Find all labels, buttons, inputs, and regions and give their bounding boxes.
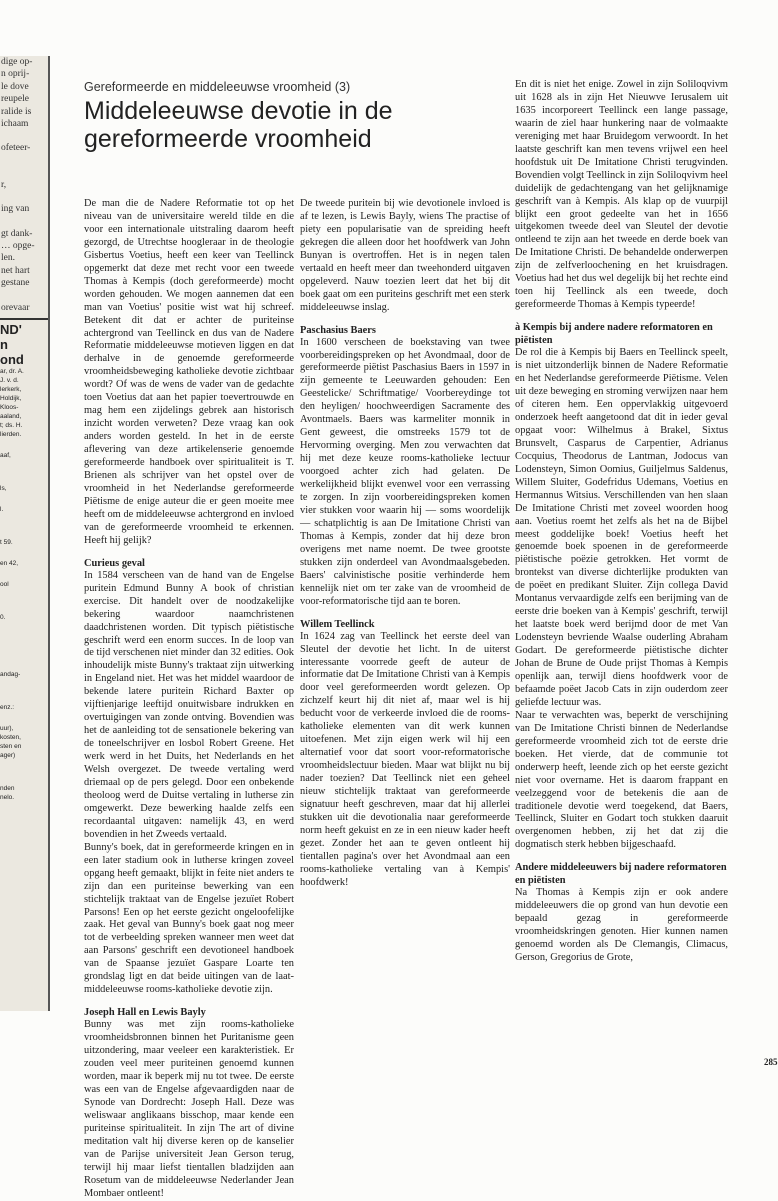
text-line <box>0 167 48 179</box>
previous-page-box <box>0 318 48 802</box>
text-line: andag- <box>0 671 21 679</box>
text-line: uur), <box>0 725 14 733</box>
text-line: ager) <box>0 752 16 760</box>
text-line <box>0 493 48 505</box>
paragraph: En dit is niet het enige. Zowel in zijn Soliloqvivm uit 1628 als in zijn Het Nieuwve Ierusalem uit 1635 incorporeert Teellinck een lange passage, waarin de ziel haar hunkering naar de volmaakte vereniging met haar Bruidegom verwoordt. In het laatste geschrift kan men tevens vrijwel een heel hoofdstuk uit De Imitatione Christi terugvinden. Bovendien volgt Teellinck in zijn Soliloqvivm heel duidelijk de gedachtengang van het gelijknamige geschrift van à Kempis. Als klap op de vuurpijl blijkt een groot gedeelte van het in 1656 uitgekomen tweede deel van Sleutel der devotie ontleend te zijn aan het tweede en derde boek van De Imitatione Christi. De behandelde onderwerpen zijn de zelfverloochening en het kruisdragen. Voetius had het dus wel degelijk bij het rechte eind toen hij Teellinck als een tweede, doch gereformeerde Thomas à Kempis typeerde! <box>515 79 728 311</box>
text-line: len. <box>1 253 15 264</box>
text-line: Holdijk, <box>0 395 22 403</box>
text-line: net hart <box>1 265 30 276</box>
paragraph: Bunny was met zijn rooms-katholieke vroomheidsbronnen binnen het Puritanisme geen uitzondering, maar veeleer een karakteristiek. Er zouden veel meer puriteinen genoemd kunnen worden, maar ik beperk mij nu tot twee. De eerste was een van de Engelse afgevaardigden naar de Synode van Dordrecht: Joseph Hall. Deze was weliswaar anglikaans bisschop, maar kende een puriteinse spiritualiteit. In zijn The art of divine meditation valt hij diverse keren op de kanselier van de Parijse universiteit Jean Gerson terug, terwijl hij maar liefst tientallen bladzijden aan Rosetum van de middeleeuwse Nederlander Jean Mombaer ontleent! <box>84 1019 294 1199</box>
article-page <box>64 48 778 1199</box>
text-line: kosten, <box>0 734 21 742</box>
text-line <box>0 216 48 228</box>
text-line <box>0 589 48 601</box>
text-line: l. <box>0 506 4 514</box>
text-line: ralide is <box>1 106 32 117</box>
section-heading-hall: Joseph Hall en Lewis Bayly <box>84 1007 206 1019</box>
text-line: ing van <box>1 204 30 215</box>
text-line: en 42, <box>0 560 19 568</box>
text-line: enz.: <box>0 704 15 712</box>
text-line: nden <box>0 785 15 793</box>
text-line: aaf, <box>0 452 11 460</box>
text-line: le dove <box>1 81 29 92</box>
text-line: ls, <box>0 485 7 493</box>
section-heading-curieus: Curieus geval <box>84 557 145 569</box>
section-heading-baers: Paschasius Baers <box>300 324 376 336</box>
paragraph: In 1584 verscheen van de hand van de Engelse puritein Edmund Bunny A book of christian exercise. Dit handelt over de noodzakelijke bekering waardoor naamchristenen daadchristenen worden. Dit typisch piëtistische geschrift werd een enorm succes. In de loop van de tijd verschenen niet minder dan 32 edities. Ook inhoudelijk miste Bunny's traktaat zijn uitwerking in Engeland niet. Het was het middel waardoor de bekende latere puritein Richard Baxter op vijftienjarige leeftijd onuitwisbare indrukken en overtuigingen van zonde ontving. Bovendien was het de aanleiding tot de sensationele bekering van de toneelschrijver en losbol Robert Greene. Het werk werd in het Duits, het Nederlands en het Welsh overgezet. De tweede vertaling werd driemaal op de pers gelegd. Door een onbekende theoloog werd de Duitse vertaling in lutherse zin omgewerkt. Deze bewerking haalde zelfs een recordaantal uitgaven: namelijk 43, en werd bovendien in het Zweeds vertaald. <box>84 569 294 840</box>
text-line <box>0 460 48 472</box>
section-heading-kempis: à Kempis bij andere nadere reformatoren en piëtisten <box>515 322 713 347</box>
text-line: ND' <box>0 322 22 338</box>
text-line <box>0 568 48 580</box>
text-line: ofeteer- <box>1 143 31 154</box>
previous-page-box-text <box>0 367 48 802</box>
text-line: r, <box>1 179 7 190</box>
section-heading-teellinck: Willem Teellinck <box>300 618 375 630</box>
text-line <box>0 679 48 691</box>
text-line <box>0 601 48 613</box>
text-line: n oprij- <box>1 69 30 80</box>
paragraph: Bunny's boek, dat in gereformeerde kringen en in een later stadium ook in lutherse kringen zoveel opgang heeft gemaakt, blijkt in feite niet anders te zijn dan een puriteinse bewerking van een stichtelijk traktaat van de Engelse jezuïet Robert Parsons! Een op het eerste gezicht ongeloofelijke zaak. Het geval van Bunny's boek gaat nog meer tot de verbeelding spreken wanneer men weet dat aan Parsons' geschrift een devotioneel handboek van de Spaanse jezuïet Gaspare Loarte ten grondslag ligt en dat beide uitingen van de laat-middeleeuwse rooms-katholieke devotie zijn. <box>84 841 294 996</box>
text-line: sten en <box>0 743 22 751</box>
text-line: … opge- <box>1 241 35 252</box>
paragraph: Naar te verwachten was, beperkt de verschijning van De Imitatione Christi binnen de Nederlandse gereformeerde vroomheid zich tot de eerste drie boeken. Het vierde, dat de communie tot onderwerp heeft, leende zich op het eerste gezicht niet voor overname. Het is daarom frappant en veelzeggend voor de betekenis die aan de traditionele devotie werd toegekend, dat Baers, Teellinck, Sluiter en Godart toch stukken daaruit overgenomen hebben, zij het dat zij die dogmatisch sterk hebben bijgeschaafd. <box>515 709 728 851</box>
column-3 <box>515 79 728 965</box>
intro-paragraph: De man die de Nadere Reformatie tot op het niveau van de universitaire wereld tilde en die voor een internationale uitstraling daarom heeft gezorgd, de Utrechtse hoogleraar in de theologie Gisbertus Voetius, heeft een keer van Teellinck opgemerkt dat deze met recht voor een tweede Thomas à Kempis (doch gereformeerde) mocht worden gehouden. We mogen aannemen dat een man van Voetius' positie wist wat hij schreef. Betekent dit dat er achter de puriteinse achtergrond van Teellinck en dus van de Nadere Reformatie middeleeuwse motieven liggen en dat derhalve in de genoemde gereformeerde vroomheidsbeweging katholieke devotie zichtbaar wordt? Of was de wens de vader van de gedachte toen Voetius dat aan het papier toevertrouwde en mag hem een zijdelings gebrek aan historisch inzicht worden verweten? Deze vraag kan ook anders worden gesteld. In het in de eerste aflevering van deze artikelenserie genoemde gereformeerde handboek over spiritualiteit is T. Brienen als schrijver van het opstel over de vroomheid in het Nederlandse gereformeerde Piëtisme de enige auteur die er geen moeite mee heeft om de middeleeuwse achtergrond en invloed van de gereformeerde vroomheid te erkennen. Heeft hij gelijk? <box>84 198 294 546</box>
text-line: ool <box>0 581 9 589</box>
text-line: gestane <box>1 278 30 289</box>
previous-page-edge <box>0 56 50 1011</box>
text-line <box>0 622 48 634</box>
text-line: aaland, <box>0 413 22 421</box>
text-line <box>0 691 48 703</box>
text-line: lerkerk, <box>0 386 22 394</box>
paragraph: In 1600 verscheen de boekstaving van twee voorbereidingspreken op het Avondmaal, door de gereformeerde piëtist Paschasius Baers in 1597 in zijn gemeente te Leeuwarden gehouden: Een Geestelicke/ Schriftmatige/ Voorbereydinge tot den heyligen/ hoochweerdigen Sacramente des Avontmaels. Baers was karmeliter monnik in Gent geweest, die omstreeks 1579 tot de Hervorming overging. Men zou verwachten dat hij met deze keuze rooms-katholieke lectuur voorgoed achter zich had gelaten. De werkelijkheid blijkt evenwel voor een verrassing te zorgen. In zijn voorbereidingspreken komen vier stukken voor waarin hij — soms woordelijk — schatplichtig is aan De Imitatione Christi van Thomas à Kempis, zonder dat hij deze bron overigens met name noemt. De twee grootste stukken zijn onderdeel van Avondmaalsgebeden. Baers' calvinistische positie verhinderde hem kennelijk niet om ter zake van de vroomheid de voor-reformatorische tijd aan te boren. <box>300 336 510 607</box>
text-line <box>0 155 48 167</box>
text-line: ond <box>0 352 24 368</box>
paragraph: De tweede puritein bij wie devotionele invloed is af te lezen, is Lewis Bayly, wiens The practise of piety een popularisatie van de spreiding heeft gekregen die alleen door het hoofdwerk van John Bunyan is overtroffen. Het is in negen talen vertaald en heeft meer dan tweehonderd uitgaven opgeleverd. Nauw toezien leert dat het bij dit boek gaat om een puriteins geschrift met een sterk middeleeuwse inslag. <box>300 198 510 313</box>
article-title: Middeleeuwse devotie in de gereformeerde vroomheid <box>84 97 393 153</box>
text-line: gt dank- <box>1 228 33 239</box>
text-line <box>0 658 48 670</box>
paragraph: Na Thomas à Kempis zijn er ook andere middeleeuwers die op grond van hun devotie een bepaald gezag in gereformeerde vroomheidskringen genoten. Hier kunnen namen genoemd worden als De Clemangis, Climacus, Gerson, Gregorius de Grote, <box>515 887 728 964</box>
text-line <box>0 547 48 559</box>
text-line: lierden. <box>0 431 22 439</box>
text-line: n <box>0 337 8 353</box>
text-line: dige op- <box>1 57 33 67</box>
text-line: ichaam <box>1 119 29 130</box>
text-line: t 59. <box>0 539 13 547</box>
text-line <box>0 290 48 302</box>
paragraph: De rol die à Kempis bij Baers en Teellinck speelt, is niet uitzonderlijk binnen de Nadere Reformatie en het Nederlandse gereformeerde Piëtisme. Velen uit deze beweging en stroming verwijzen naar hem of citeren hem. Een oppervlakkig uitgevoerd onderzoek heeft aangetoond dat dit in ieder geval opgaat voor: Wilhelmus à Brakel, Sixtus Brunsvelt, Casparus de Carpentier, Adrianus Cocquius, Theodorus de Lantman, Jodocus van Lodensteyn, Simon Oomius, Guiljelmus Saldenus, Willem Sluiter, Godefridus Udemans, Voetius en Hermannus Witsius. Verschillenden van hen slaan De Imitatione Christi met zoveel woorden hoog aan. Voetius roemt het zelfs als het na de Bijbel meest goddelijke boek! Voetius heeft het genoemde boek spoenen in de gereformeerde piëtistische poëzie getrokken. Het vormt de brontekst van diverse dichterlijke produkten van de poëet en predikant Sluiter. Zijn collega David Montanus vervaardigde zelfs een berijming van de eerste drie boeken van à Kempis' geschrift, terwijl het laatste boek werd berijmd door de met Van Lodensteyn bevriende Waalse ouderling Abraham Godart. De gereformeerde piëtistische dichter Johan de Brune de Oude prijst Thomas à Kempis openlijk aan, terwijl diens hoofdwerk voor de befaamde poëet Jacob Cats in zijn ouderdom zeer geliefde lectuur was. <box>515 347 728 708</box>
column-2 <box>300 198 510 890</box>
text-line <box>0 191 48 203</box>
text-line <box>0 514 48 526</box>
paragraph: In 1624 zag van Teellinck het eerste deel van Sleutel der devotie het licht. In de uiterst interessante voorrede geeft de auteur de informatie dat De Imitatione Christi van à Kempis door veel gereformeerden wordt gelezen. Op zichzelf keurt hij dit niet af, maar wel is hij beducht voor de verkeerde invloed die de rooms-katholieke elementen van dit werk kunnen uitoefenen. Met zijn eigen werk wil hij een alternatief voor dat soort voor-reformatorische vroomheidslectuur bieden. Maar wat blijkt nu bij nader toezien? Dat Teellinck niet een geheel nieuw stichtelijk traktaat van gereformeerde signatuur heeft geschreven, maar dat hij allerlei stukken uit die devotionalia naar gereformeerde norm heeft gekuist en ze in een nieuw kader heeft gezet. Zonder het aan te geven ontleent hij tientallen pagina's over het Avondmaal aan een rooms-katholieke vertaling van à Kempis' hoofdwerk! <box>300 630 510 888</box>
text-line: reupele <box>1 94 29 105</box>
text-line: orevaar <box>1 302 30 313</box>
text-line <box>0 712 48 724</box>
text-line <box>0 646 48 658</box>
text-line <box>0 439 48 451</box>
previous-page-box-title <box>0 322 48 367</box>
previous-page-text <box>0 56 48 314</box>
text-line: J. v. d. <box>0 377 19 385</box>
column-1 <box>84 198 294 1201</box>
section-heading-andere: Andere middeleeuwers bij nadere reformatoren en piëtisten <box>515 862 727 887</box>
text-line: t; ds. H. <box>0 422 23 430</box>
text-line <box>0 760 48 772</box>
text-line <box>0 634 48 646</box>
text-line <box>0 526 48 538</box>
page-number: 285 <box>764 1057 778 1067</box>
text-line <box>0 472 48 484</box>
article-kicker: Gereformeerde en middeleeuwse vroomheid (3) <box>84 80 351 94</box>
text-line: ar, dr. A. <box>0 368 24 376</box>
text-line: nelo. <box>0 794 15 802</box>
text-line <box>0 772 48 784</box>
text-line <box>0 130 48 142</box>
text-line: 0. <box>0 614 6 622</box>
text-line: Kloos- <box>0 404 19 412</box>
